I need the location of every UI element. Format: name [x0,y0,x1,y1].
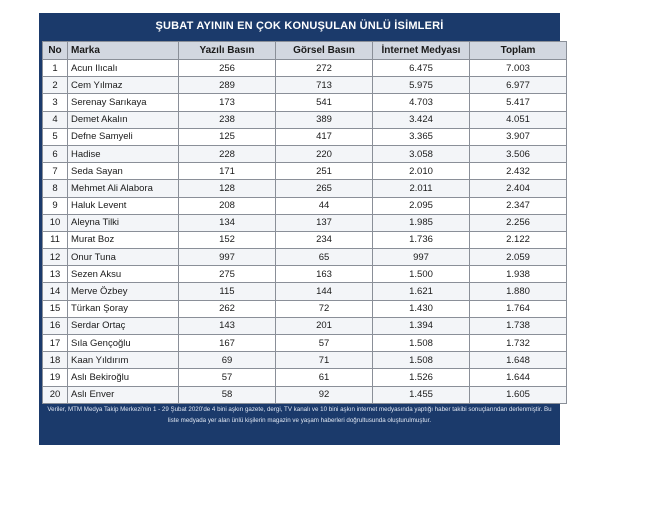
cell-print-media: 115 [179,283,276,300]
cell-internet-media: 1.430 [373,300,470,317]
cell-total: 7.003 [470,60,567,77]
cell-visual-media: 251 [276,163,373,180]
cell-name: Sıla Gençoğlu [68,335,179,352]
cell-no: 4 [43,111,68,128]
cell-visual-media: 137 [276,214,373,231]
cell-no: 19 [43,369,68,386]
cell-internet-media: 1.508 [373,335,470,352]
cell-no: 2 [43,77,68,94]
cell-total: 3.506 [470,145,567,162]
table-row [43,352,567,369]
cell-total: 2.059 [470,249,567,266]
cell-name: Aslı Enver [68,386,179,403]
cell-total: 3.907 [470,128,567,145]
cell-total: 1.764 [470,300,567,317]
table-row [43,335,567,352]
cell-no: 6 [43,145,68,162]
table-row [43,145,567,162]
cell-print-media: 125 [179,128,276,145]
cell-name: Aslı Bekiroğlu [68,369,179,386]
cell-no: 14 [43,283,68,300]
cell-visual-media: 234 [276,231,373,248]
table-row [43,128,567,145]
cell-internet-media: 3.365 [373,128,470,145]
cell-visual-media: 72 [276,300,373,317]
cell-name: Serenay Sarıkaya [68,94,179,111]
cell-no: 7 [43,163,68,180]
cell-visual-media: 92 [276,386,373,403]
table-header-row [43,42,567,60]
table-row [43,94,567,111]
cell-no: 11 [43,231,68,248]
cell-internet-media: 5.975 [373,77,470,94]
cell-total: 4.051 [470,111,567,128]
cell-total: 1.938 [470,266,567,283]
cell-print-media: 997 [179,249,276,266]
cell-internet-media: 2.010 [373,163,470,180]
cell-print-media: 275 [179,266,276,283]
cell-total: 2.347 [470,197,567,214]
table-row [43,283,567,300]
table-row [43,111,567,128]
table-row [43,77,567,94]
cell-no: 12 [43,249,68,266]
cell-name: Onur Tuna [68,249,179,266]
column-header-no: No [43,42,68,60]
cell-internet-media: 1.394 [373,317,470,334]
cell-internet-media: 1.500 [373,266,470,283]
cell-name: Merve Özbey [68,283,179,300]
cell-print-media: 69 [179,352,276,369]
cell-total: 2.432 [470,163,567,180]
cell-name: Acun Ilıcalı [68,60,179,77]
cell-visual-media: 163 [276,266,373,283]
cell-internet-media: 1.526 [373,369,470,386]
cell-no: 8 [43,180,68,197]
cell-no: 1 [43,60,68,77]
cell-internet-media: 1.508 [373,352,470,369]
cell-print-media: 238 [179,111,276,128]
cell-print-media: 57 [179,369,276,386]
cell-name: Aleyna Tilki [68,214,179,231]
table-row [43,231,567,248]
ranking-card [39,13,560,445]
cell-name: Defne Samyeli [68,128,179,145]
cell-name: Demet Akalın [68,111,179,128]
cell-no: 18 [43,352,68,369]
cell-visual-media: 144 [276,283,373,300]
cell-name: Mehmet Ali Alabora [68,180,179,197]
cell-print-media: 256 [179,60,276,77]
cell-print-media: 208 [179,197,276,214]
cell-name: Hadise [68,145,179,162]
table-row [43,386,567,403]
cell-visual-media: 71 [276,352,373,369]
cell-no: 13 [43,266,68,283]
cell-internet-media: 2.011 [373,180,470,197]
cell-no: 16 [43,317,68,334]
cell-name: Türkan Şoray [68,300,179,317]
cell-total: 1.732 [470,335,567,352]
cell-print-media: 134 [179,214,276,231]
cell-print-media: 262 [179,300,276,317]
cell-total: 6.977 [470,77,567,94]
column-header-visual-media: Görsel Basın [276,42,373,60]
cell-print-media: 152 [179,231,276,248]
cell-total: 2.256 [470,214,567,231]
column-header-print-media: Yazılı Basın [179,42,276,60]
cell-internet-media: 2.095 [373,197,470,214]
table-body [43,60,567,404]
cell-print-media: 128 [179,180,276,197]
table-row [43,197,567,214]
celebrity-ranking-table [42,41,567,404]
cell-internet-media: 3.058 [373,145,470,162]
cell-visual-media: 417 [276,128,373,145]
cell-internet-media: 1.985 [373,214,470,231]
cell-internet-media: 997 [373,249,470,266]
table-row [43,180,567,197]
cell-total: 5.417 [470,94,567,111]
cell-name: Serdar Ortaç [68,317,179,334]
cell-internet-media: 1.621 [373,283,470,300]
cell-total: 2.122 [470,231,567,248]
column-header-brand: Marka [68,42,179,60]
cell-total: 1.648 [470,352,567,369]
cell-no: 5 [43,128,68,145]
cell-total: 1.738 [470,317,567,334]
cell-visual-media: 57 [276,335,373,352]
cell-visual-media: 61 [276,369,373,386]
cell-no: 20 [43,386,68,403]
cell-internet-media: 6.475 [373,60,470,77]
cell-visual-media: 44 [276,197,373,214]
cell-print-media: 58 [179,386,276,403]
table-row [43,317,567,334]
table-title: ŞUBAT AYININ EN ÇOK KONUŞULAN ÜNLÜ İSİMLERİ [155,20,444,32]
cell-print-media: 167 [179,335,276,352]
cell-no: 3 [43,94,68,111]
cell-print-media: 228 [179,145,276,162]
cell-visual-media: 272 [276,60,373,77]
cell-visual-media: 541 [276,94,373,111]
cell-internet-media: 1.455 [373,386,470,403]
cell-visual-media: 713 [276,77,373,94]
cell-internet-media: 3.424 [373,111,470,128]
cell-print-media: 289 [179,77,276,94]
cell-total: 1.605 [470,386,567,403]
cell-visual-media: 201 [276,317,373,334]
table-row [43,266,567,283]
table-row [43,60,567,77]
table-row [43,300,567,317]
cell-internet-media: 4.703 [373,94,470,111]
column-header-internet-media: İnternet Medyası [373,42,470,60]
cell-total: 2.404 [470,180,567,197]
cell-no: 9 [43,197,68,214]
cell-internet-media: 1.736 [373,231,470,248]
cell-name: Kaan Yıldırım [68,352,179,369]
cell-no: 17 [43,335,68,352]
cell-visual-media: 220 [276,145,373,162]
cell-print-media: 173 [179,94,276,111]
cell-visual-media: 265 [276,180,373,197]
source-note: Veriler, MTM Medya Takip Merkezi'nin 1 - 29 Şubat 2020'de 4 bini aşkın gazete, dergi, TV kanalı ve 10 bini aşkın internet medyasında yaptığı haber takibi sonuçlarından derlenmiştir. Bu liste medyada yer alan ünlü kişilerin magazin ve yaşam haberleri doğrultusunda oluşturulmuştur. [47,406,552,424]
cell-name: Sezen Aksu [68,266,179,283]
table-row [43,163,567,180]
cell-total: 1.644 [470,369,567,386]
column-header-total: Toplam [470,42,567,60]
cell-name: Haluk Levent [68,197,179,214]
cell-visual-media: 65 [276,249,373,266]
cell-no: 10 [43,214,68,231]
cell-print-media: 171 [179,163,276,180]
cell-name: Murat Boz [68,231,179,248]
cell-visual-media: 389 [276,111,373,128]
table-row [43,369,567,386]
cell-print-media: 143 [179,317,276,334]
cell-total: 1.880 [470,283,567,300]
table-row [43,249,567,266]
table-row [43,214,567,231]
cell-name: Seda Sayan [68,163,179,180]
cell-name: Cem Yılmaz [68,77,179,94]
cell-no: 15 [43,300,68,317]
